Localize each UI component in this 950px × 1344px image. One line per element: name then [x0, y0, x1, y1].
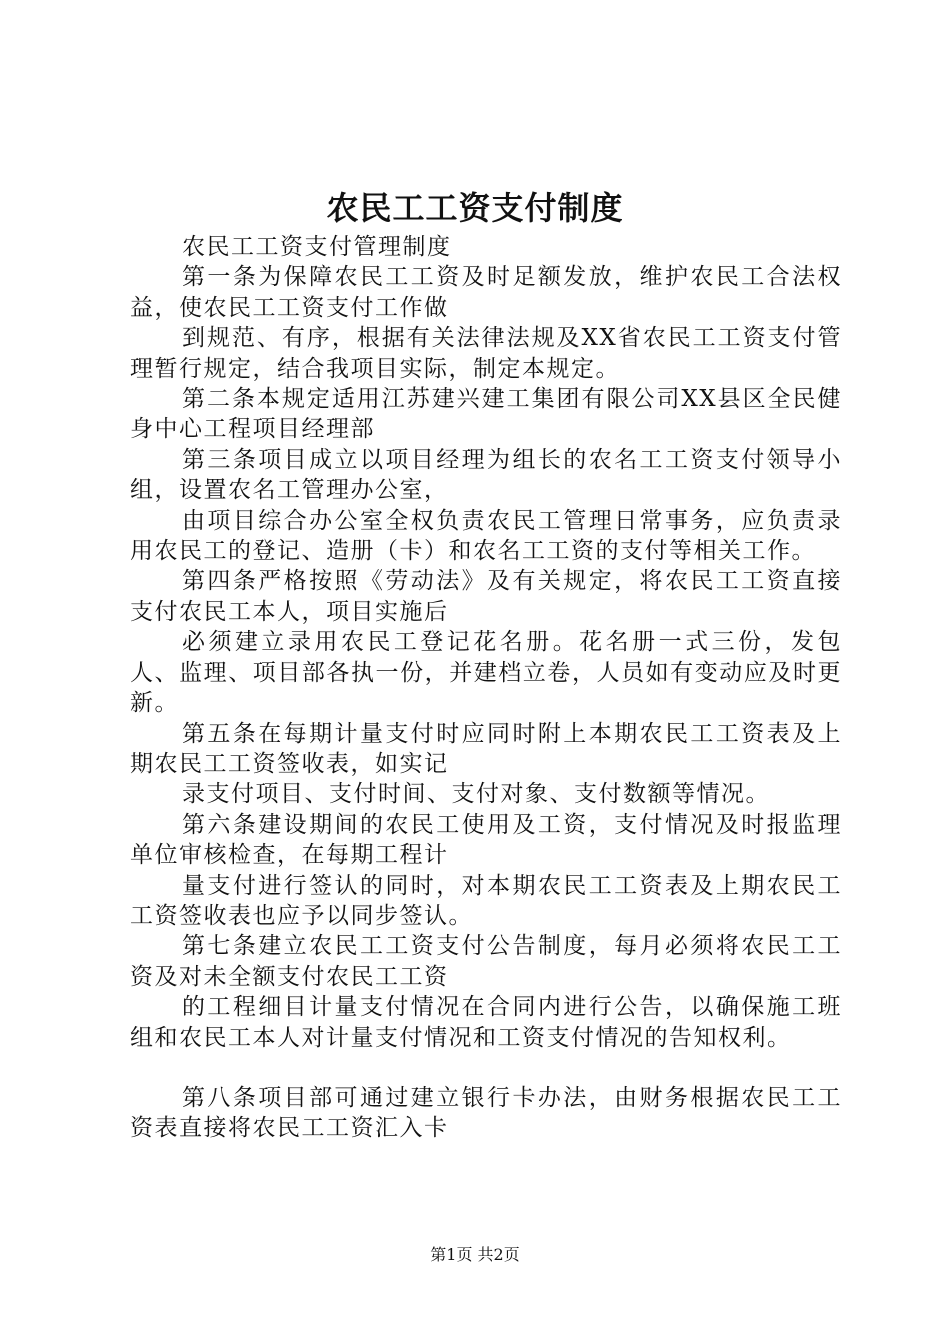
paragraph-spacer [130, 1053, 842, 1083]
paragraph: 量支付进行签认的同时，对本期农民工工资表及上期农民工工资签收表也应予以同步签认。 [130, 872, 842, 929]
document-body [130, 232, 842, 1144]
paragraph: 第三条项目成立以项目经理为组长的农名工工资支付领导小组，设置农名工管理办公室， [130, 446, 842, 504]
paragraph: 第五条在每期计量支付时应同时附上本期农民工工资表及上期农民工工资签收表，如实记 [130, 720, 842, 777]
paragraph: 农民工工资支付管理制度 [182, 234, 452, 260]
paragraph: 第八条项目部可通过建立银行卡办法，由财务根据农民工工资表直接将农民工工资汇入卡 [130, 1084, 842, 1142]
page-footer: 第1页 共2页 [430, 1245, 520, 1264]
paragraph: 由项目综合办公室全权负责农民工管理日常事务，应负责录用农民工的登记、造册（卡）和农名工工资的支付等相关工作。 [130, 507, 842, 565]
paragraph: 必须建立录用农民工登记花名册。花名册一式三份，发包人、监理、项目部各执一份，并建档立卷，人员如有变动应及时更新。 [130, 629, 842, 717]
paragraph: 第七条建立农民工工资支付公告制度，每月必须将农民工工资及对未全额支付农民工工资 [130, 933, 842, 990]
paragraph: 第六条建设期间的农民工使用及工资，支付情况及时报监理单位审核检查，在每期工程计 [130, 811, 842, 869]
paragraph: 第二条本规定适用江苏建兴建工集团有限公司XX县区全民健身中心工程项目经理部 [130, 386, 842, 443]
paragraph: 录支付项目、支付时间、支付对象、支付数额等情况。 [182, 781, 770, 808]
document-title: 农民工工资支付制度 [326, 189, 624, 227]
paragraph: 到规范、有序，根据有关法律法规及XX省农民工工资支付管理暂行规定，结合我项目实际，制定本规定。 [130, 325, 842, 382]
paragraph: 第一条为保障农民工工资及时足额发放，维护农民工合法权益，使农民工工资支付工作做 [130, 264, 842, 321]
paragraph: 第四条严格按照《劳动法》及有关规定，将农民工工资直接支付农民工本人，项目实施后 [130, 568, 842, 625]
paragraph: 的工程细目计量支付情况在合同内进行公告，以确保施工班组和农民工本人对计量支付情况和工资支付情况的告知权利。 [130, 994, 842, 1051]
